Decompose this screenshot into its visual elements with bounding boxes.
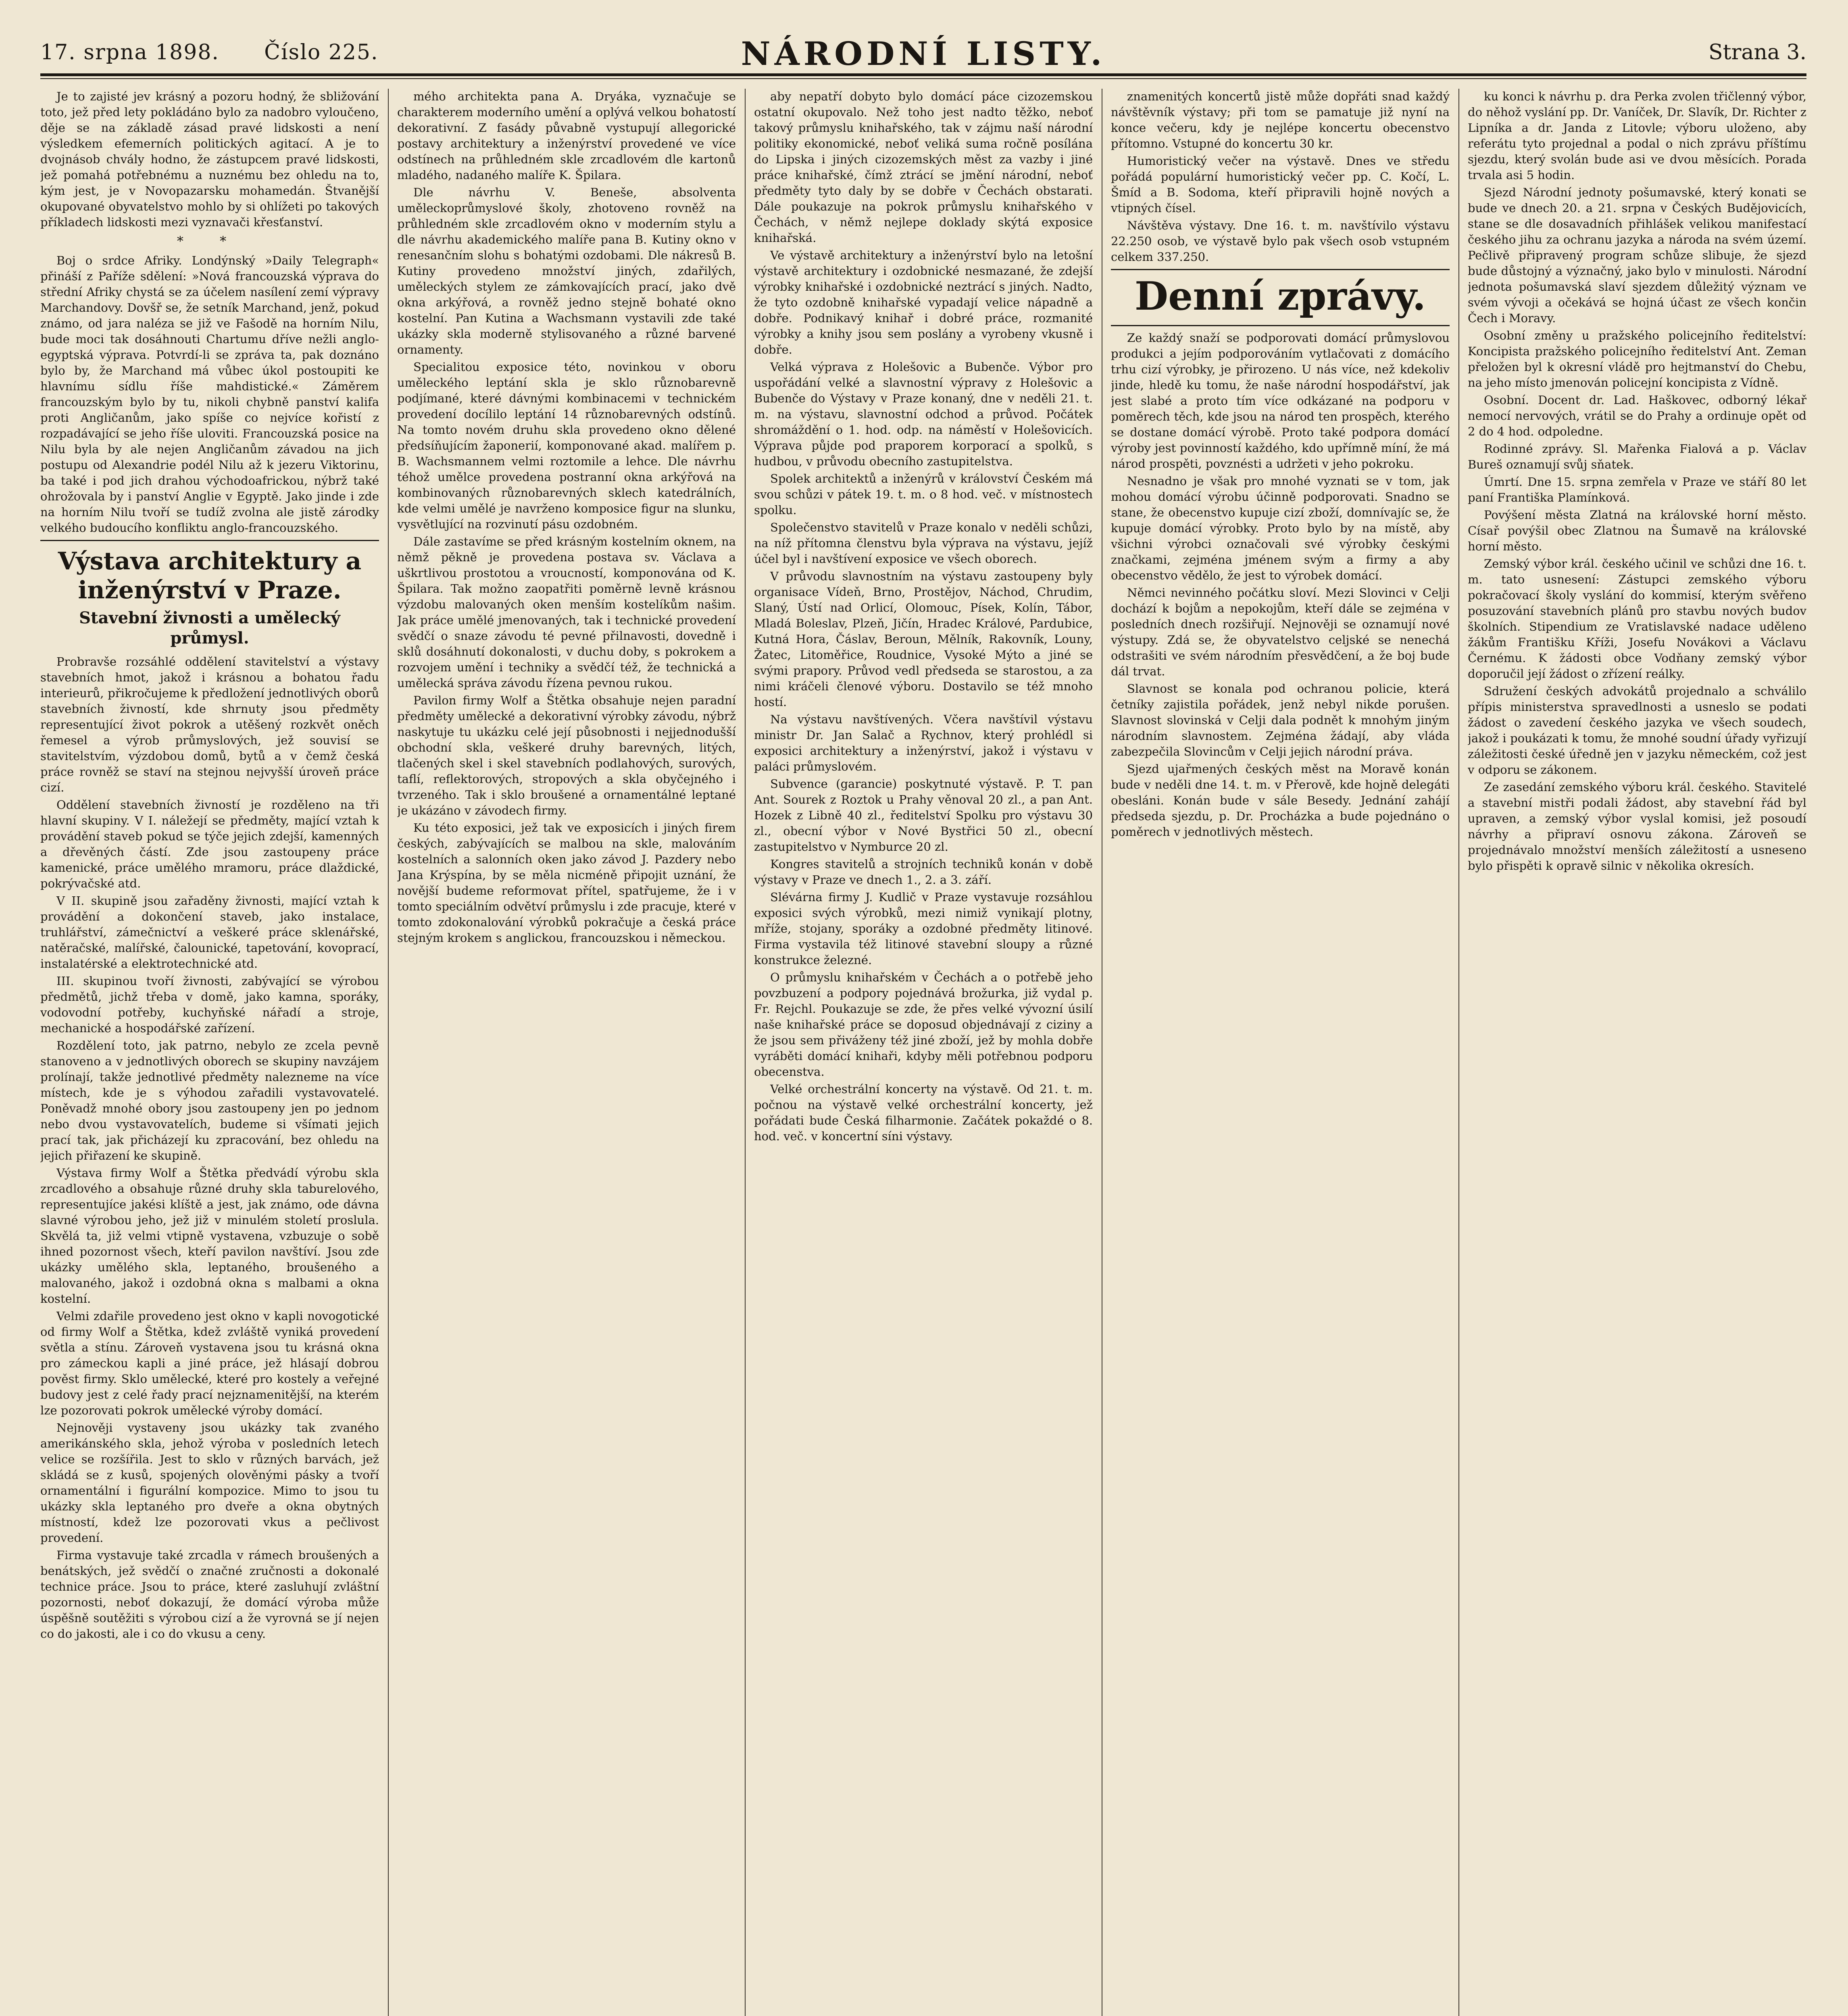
article-paragraph: Velmi zdařile provedeno jest okno v kapli novogotické od firmy Wolf a Štětka, kdež zvláště vyniká provedení světla a stínu. Zároveň vystavena jsou tu krásná okna pro zámeckou kapli a jiné práce, jež hlásají dobrou pověst firmy. Sklo umělecké, které pro kostely a veřejné budovy jest z celé řady prací nejznamenitější, na kterém lze pozorovati pokrok umělecké výroby domácí. — [40, 1309, 379, 1417]
news-item: Velká výprava z Holešovic a Bubenče. Výbor pro uspořádání velké a slavnostní výpravy z Holešovic a Bubenče do Výstavy v Praze konaný, dne v neděli 21. t. m. na výstavu, slavnostní odchod a průvod. Počátek shromáždění o 1. hod. odp. na náměstí v Holešovicích. Výprava půjde pod praporem korporací a spolků, s hudbou, v průvodu obecního zastupitelstva. — [754, 360, 1093, 468]
section-separator: * * — [177, 233, 243, 249]
news-item: Úmrtí. Dne 15. srpna zemřela v Praze ve stáří 80 let paní Františka Plamínková. — [1468, 475, 1806, 504]
article-paragraph: Ve výstavě architektury a inženýrství bylo na letošní výstavě architektury i ozdobnické nesmazané, že zdejší výrobky knihařské i ozdobnické neztrácí s jiných. Nadto, že tyto ozdobně knihařské vypadají velice nápadně a dobře. Podnikavý knihař i dobré práce, rozmanité výrobky a knihy jsou sem poslány a vyrobeny vkusně i dobře. — [754, 248, 1093, 356]
news-item: Ze zasedání zemského výboru král. českého. Stavitelé a stavební mistři podali žádost, aby stavební řád byl upraven, a zemský výbor vyslal komisi, jež posoudí návrhy a připraví osnovu zákona. Zároveň se projednávalo množství menších záležitostí a usneseno bylo přispěti k opravě silnic v několika okresích. — [1468, 780, 1806, 873]
article-paragraph: Dle návrhu V. Beneše, absolventa uměleckoprůmyslové školy, zhotoveno rovněž na průhledném skle zrcadlovém okno v moderním stylu a dle návrhu akademického malíře pana B. Kutiny okno v renesančním slohu s bohatými ozdobami. Dle nákresů B. Kutiny provedeno množství jiných, zdařilých, uměleckých stylem ze zámkovajících prací, jako dvě okna arkýřová, a rovněž jedno stejně bohaté okno kostelní. Pan Kutina a Wachsmann vystavili zde také ukázky skla moderně stylisovaného a různé barvené ornamenty. — [397, 185, 736, 356]
news-item: Kongres stavitelů a strojních techniků konán v době výstavy v Praze ve dnech 1., 2. a 3. září. — [754, 857, 1093, 887]
news-item: Nesnadno je však pro mnohé vyznati se v tom, jak mohou domácí výrobu účinně podporovati. Snadno se stane, že obecenstvo kupuje cizí zboží, domnívajíc se, že kupuje domácí výrobky. Proto bylo by na místě, aby všichni výrobci označovali své výrobky českými značkami, zejména jménem svým a firmy a aby obecenstvo vědělo, že jest to výrobek domácí. — [1111, 474, 1450, 582]
news-item: Subvence (garancie) poskytnuté výstavě. P. T. pan Ant. Sourek z Roztok u Prahy věnoval 20 zl., a pan Ant. Hozek z Libně 40 zl., ředitelství Spolku pro výstavu 30 zl., obecní výbor v Nové Bystřici 50 zl., obecní zastupitelstvo v Nymburce 20 zl. — [754, 777, 1093, 854]
issue-date: 17. srpna 1898. — [40, 40, 219, 65]
article-paragraph: V II. skupině jsou zařaděny živnosti, mající vztah k provádění a dokončení staveb, jako instalace, truhlářství, zámečnictví a veškeré práce sklenářské, natěračské, malířské, čalounické, tapetování, kovoprací, instalatérské a elektrotechnické atd. — [40, 894, 379, 971]
news-item: Slavnost se konala pod ochranou policie, která četníky zajistila pořádek, jenž nebyl nikde porušen. Slavnost slovinská v Celji dala podnět k mnohým jiným národním slavnostem. Zejména žádají, aby vláda zabezpečila Slovincům v Celji jejich národní práva. — [1111, 682, 1450, 758]
section-rule — [40, 540, 379, 541]
news-item: Zemský výbor král. českého učinil ve schůzi dne 16. t. m. tato usnesení: Zástupci zemského výboru pokračovací školy vyslání do kommisí, kterým svěřeno posuzování stavebních plánů pro stavbu nových budov školních. Stipendium ze Vratislavské nadace uděleno žákům Františku Kříži, Josefu Novákovi a Václavu Černému. K žádosti obce Vodňany zemský výbor doporučil její žádost o zřízení reálky. — [1468, 557, 1806, 681]
column-2 — [397, 89, 736, 2016]
article-paragraph: III. skupinou tvoří živnosti, zabývající se výrobou předmětů, jichž třeba v domě, jako kamna, sporáky, vodovodní potřeby, kuchyňské nářadí a stroje, mechanické a hospodářské zařízení. — [40, 974, 379, 1035]
article-subtitle: Stavební živnosti a umělecký průmysl. — [79, 608, 340, 648]
article-paragraph: Nejnověji vystaveny jsou ukázky tak zvaného amerikánského skla, jehož výroba v posledních letech velice se rozšířila. Jest to sklo v různých barvách, jež skládá se z kusů, spojených olověnými pásky a tvoří ornamentální i figurální kompozice. Mimo to jsou tu ukázky skla leptaného pro dveře a okna obytných místností, kdež lze pozorovati vkus a pečlivost provedení. — [40, 1421, 379, 1545]
news-item: znamenitých koncertů jistě může dopřáti snad každý návštěvník výstavy; při tom se pamatuje již nyní na konce večeru, kdy je nejlépe koncertu obecenstvo přítomno. Vstupné do koncertu 30 kr. — [1111, 90, 1450, 150]
column-divider — [745, 89, 746, 2016]
news-item: Ze každý snaží se podporovati domácí průmyslovou produkci a jejím podporováním vytlačovati z domácího trhu cizí výrobky, je přirozeno. U nás více, než kdekoliv jinde, hledě ku tomu, že naše národní hospodářství, jak jest slabé a proto tím více odkázané na podporu v poměrech těch, kde jsou na národ ten prospěch, kterého se dostane domácí výrobě. Proto také podpora domácí výroby jest povinností každého, kdo upřímně míní, že má národ prospěti, povznésti a udržeti v jeho pokroku. — [1111, 331, 1450, 471]
article-paragraph: mého architekta pana A. Dryáka, vyznačuje se charakterem moderního umění a oplývá velkou bohatostí dekorativní. Z fasády půvabně vystupují allegorické postavy architektury a inženýrství provedené ve více odstínech na průhledném skle zrcadlovém dle kartonů mladého, nadaného malíře K. Špilara. — [397, 90, 736, 182]
section-rule — [1111, 325, 1450, 326]
article-paragraph: Je to zajisté jev krásný a pozoru hodný, že sbližování toto, jež před lety pokládáno bylo za nadobro vyloučeno, děje se na základě zásad pravé lidskosti a není výsledkem efemerních politických agitací. A je to dvojnásob chvály hodno, že zástupcem pravé lidskosti, jež pomahá potřebnému a nuznému bez ohledu na to, kým jest, je v Novopazarsku mohamedán. Štvanější okupované obyvatelstvo mohlo by si ohlížeti po takových příkladech lidskosti mezi vyznavači křesťanství. — [40, 90, 379, 229]
page-header — [40, 32, 1806, 77]
masthead: NÁRODNÍ LISTY. — [741, 35, 1106, 73]
page-number: Strana 3. — [1708, 40, 1806, 65]
news-item: Sjezd ujařmených českých měst na Moravě konán bude v neděli dne 14. t. m. v Přerově, kde hojně delegáti obesláni. Konán bude v sále Besedy. Jednání zahájí předseda sjezdu, p. Dr. Procházka a bude pojednáno o poměrech v jednotlivých městech. — [1111, 762, 1450, 839]
column-3 — [754, 89, 1093, 2016]
news-item: Velké orchestrální koncerty na výstavě. Od 21. t. m. počnou na výstavě velké orchestrální koncerty, jež pořádati bude Česká filharmonie. Začátek pokaždé o 8. hod. več. v koncertní síni výstavy. — [754, 1082, 1093, 1143]
article-paragraph: Výstava firmy Wolf a Štětka předvádí výrobu skla zrcadlového a obsahuje různé druhy skla taburelového, representujíce jakési klíště a jest, jak známo, ode dávna slavné výrobou jeho, jež již v minulém století proslula. Skvělá ta, již velmi vtipně vystavena, vzbuzuje o sobě ihned pozornost všech, kteří pavilon navštíví. Jsou zde ukázky umělého skla, leptaného, broušeného a malovaného, jakož i ozdobná okna s malbami a okna kostelní. — [40, 1166, 379, 1306]
article-paragraph: Dále zastavíme se před krásným kostelním oknem, na němž pěkně je provedena postava sv. Václava a uškrtlivou prostotou a vroucností, komponována od K. Špilara. Tak možno zaopatřiti poměrně levně krásnou výzdobu malovaných oken menším kostelíkům našim. Jak práce umělé jmenovaných, tak i technické provedení svědčí o snaze závodu té pevné přilnavosti, dovedně i sklů dosáhnutí dokonalosti, v duchu doby, s pokrokem a rozvojem umění i techniky a svědčí též, že technická a umělecká správa závodu řízena pevnou rukou. — [397, 535, 736, 690]
article-paragraph: Ku této exposici, jež tak ve exposicích i jiných firem českých, zabývajících se malbou na skle, malováním kostelních a salonních oken jako závod J. Pazdery nebo Jana Krýspína, by se měla nicméně připojit uznání, že novější budeme reformovat přítel, spatřujeme, že i v tomto speciálním odvětví průmyslu i zde pracuje, které v tomto zdokonalování výrobků pokračuje a česká práce stejným krokem s anglickou, francouzskou i německou. — [397, 821, 736, 945]
column-divider — [388, 89, 389, 2016]
news-item: Na výstavu navštívených. Včera navštívil výstavu ministr Dr. Jan Salač a Rychnov, který prohlédl si exposici architektury a inženýrství, jakož i výstavu v paláci průmyslovém. — [754, 712, 1093, 773]
article-paragraph: Specialitou exposice této, novinkou v oboru uměleckého leptání skla je sklo různobarevně podjímané, které dávnými kombinacemi v technickém provedení docílilo leptání 14 různobarevných odstínů. Na tomto novém druhu skla provedeno okno dělené předsíňujícím žaponerií, komponované akad. malířem p. B. Wachsmannem velmi roztomile a lehce. Dle návrhu téhož umělce provedena postranní okna arkýřová na kombinovaných různobarevných sklech katedrálních, kde velmi umělé je navrženo komposice figur na slunku, vysvětlující na rozvinutí pásu ozdobném. — [397, 360, 736, 531]
article-paragraph: Probravše rozsáhlé oddělení stavitelství a výstavy stavebních hmot, jakož i krásnou a bohatou řadu interieurů, přikročujeme k předložení jednotlivých oborů stavebních živností, kde shrnuty jsou předměty representující život pokrok a utěšený rozkvět oněch řemesel a výrob průmyslových, jež souvisí se stavitelstvím, výzdobou domů, bytů a v čemž česká práce rovněž se staví na stejnou nejvyšší úroveň práce cizí. — [40, 655, 379, 794]
article-paragraph: Pavilon firmy Wolf a Štětka obsahuje nejen paradní předměty umělecké a dekorativní výrobky závodu, nýbrž naskytuje tu ukázku celé její působnosti i nejjednodušší obchodní skla, veškeré druhy barevných, litých, tlačených skel i skel stavebních podlahových, surových, taflí, reflektorových, stropových a skla obyčejného i tvrzeného. Tak i sklo broušené a ornamentálné leptané je ukázáno v závodech firmy. — [397, 694, 736, 817]
header-rule-thin — [40, 78, 1806, 79]
article-paragraph: Firma vystavuje také zrcadla v rámech broušených a benátských, jež svědčí o značné zručnosti a dokonalé technice práce. Jsou to práce, které zasluhují zvláštní pozornosti, neboť dokazují, že domácí výroba může úspěšně soutěžiti s výrobou cizí a že vyrovná se jí nejen co do jakosti, ale i co do vkusu a ceny. — [40, 1548, 379, 1641]
news-item: Němci nevinného počátku sloví. Mezi Slovinci v Celji dochází k bojům a nepokojům, kteří dále se zejména v posledních dnech rozšiřují. Nejnověji se oznamují nové výstupy. Zdá se, že obyvatelstvo celjské se nenechá odstrašiti ve svém národním přesvědčení, a že boj bude dál trvat. — [1111, 586, 1450, 678]
header-rule — [40, 73, 1806, 76]
news-item: Osobní změny u pražského policejního ředitelství: Koncipista pražského policejního ředitelství Ant. Zeman přeložen byl k okresní vládě pro hejtmanství do Chebu, na jeho místo jmenován policejní koncipista z Vídně. — [1468, 329, 1806, 389]
issue-number: Číslo 225. — [264, 40, 379, 65]
news-item: Sdružení českých advokátů projednalo a schválilo přípis ministerstva spravedlnosti a usneslo se podati žádost o zavedení českého jazyka ve všech soudech, jakož i poukázati k tomu, že mnohé soudní úřady vyřizují záležitosti české úředně jen v jazyku německém, což jest v odporu se zákonem. — [1468, 684, 1806, 777]
column-1 — [40, 89, 379, 2016]
section-rule — [1111, 269, 1450, 270]
column-4 — [1111, 89, 1450, 2016]
news-item: Rodinné zprávy. Sl. Mařenka Fialová a p. Václav Bureš oznamují svůj sňatek. — [1468, 442, 1806, 471]
news-item: Povýšení města Zlatná na královské horní město. Císař povýšil obec Zlatnou na Šumavě na královské horní město. — [1468, 508, 1806, 553]
news-item: Sjezd Národní jednoty pošumavské, který konati se bude ve dnech 20. a 21. srpna v Českých Budějovicích, stane se dle dosavadních přihlášek velikou manifestací českého jihu za ochranu jazyka a národa na svém území. Pečlivě připravený program schůze slibuje, že sjezd bude důstojný a význačný, jako bylo v minulosti. Národní jednota pošumavská slaví sjezdem důležitý význam ve svém vývoji a očekává se hojná účast ze všech končin Čech i Moravy. — [1468, 185, 1806, 325]
news-item: Humoristický večer na výstavě. Dnes ve středu pořádá populární humoristický večer pp. C. Kočí, L. Šmíd a B. Sodoma, kteří připravili hojně nových a vtipných čísel. — [1111, 154, 1450, 215]
article-paragraph: Oddělení stavebních živností je rozděleno na tři hlavní skupiny. V I. náležejí se předměty, mající vztah k provádění staveb pokud se týče jejich zdejší, kamenných a dřevěných částí. Zde jsou zastoupeny práce kamenické, práce umělého mramoru, práce dlaždické, pokrývačské atd. — [40, 798, 379, 890]
article-paragraph: aby nepatří dobyto bylo domácí páce cizozemskou ostatní okupovalo. Než toho jest nadto těžko, neboť takový průmyslu knihařského, tak v zájmu naší národní politiky ekonomické, neboť veliká suma ročně posílána do Lipska i jiných cizozemských měst za vazby i jiné práce knihařské, čímž ztrácí se jmění národní, neboť předměty tyto daly by se dobře v Čechách obstarati. Dále poukazuje na pokrok průmyslu knihařského v Čechách, v němž nejlepe doklady skýtá exposice knihařská. — [754, 90, 1093, 245]
news-item: Návštěva výstavy. Dne 16. t. m. navštívilo výstavu 22.250 osob, ve výstavě bylo pak všech osob vstupném celkem 337.250. — [1111, 219, 1450, 264]
section-title: Denní zprávy. — [1134, 273, 1426, 319]
article-title: Výstava architektury a inženýrství v Praze. — [58, 547, 362, 604]
column-5 — [1468, 89, 1806, 2016]
article-paragraph: Rozdělení toto, jak patrno, nebylo ze zcela pevně stanoveno a v jednotlivých oborech se skupiny navzájem prolínají, takže jednotlivé předměty nalezneme na více místech, kde je s výhodou zařadili vystavovatelé. Poněvadž mnohé obory jsou zastoupeny jen po jednom nebo dvou vystavovatelích, budeme si všímati jejich prací tak, jak přicházejí ku zpracování, bez ohledu na jejich přiřazení ke skupině. — [40, 1039, 379, 1162]
column-divider — [1458, 89, 1459, 2016]
news-item: Spolek architektů a inženýrů v království Českém má svou schůzi v pátek 19. t. m. o 8 hod. več. v místnostech spolku. — [754, 472, 1093, 517]
news-item: Osobní. Docent dr. Lad. Haškovec, odborný lékař nemocí nervových, vrátil se do Prahy a ordinuje opět od 2 do 4 hod. odpoledne. — [1468, 393, 1806, 438]
article-paragraph: Boj o srdce Afriky. Londýnský »Daily Telegraph« přináší z Paříže sdělení: »Nová francouzská výprava do střední Afriky chystá se za účelem nasílení zemí výpravy Marchandovy. Dovšř se, že setník Marchand, jenž, pokud známo, od jara naléza se již ve Fašodě na horním Nilu, bude moci tak dosáhnouti Chartumu dříve nežli anglo-egyptská výprava. Potvrdí-li se zpráva ta, pak doznáno bylo by, že Marchand má vůbec úkol postoupiti ke hlavnímu sídlu říše mahdistické.« Záměrem francouzským bylo by tu, nikoli chybně panství kalifa proti Angličanům, jako spíše co nejvíce kořistí z rozpadávající se jeho říše uloviti. Francouzská posice na Nilu byla by ale nejen Angličanům závadou na jich postupu od Alexandrie podél Nilu až k jezeru Viktorinu, ba také i pod jich drahou východoafrickou, nýbrž také ohrožovala by i panství Anglie v Egyptě. Jako jinde i zde na horním Nilu tvoří se tudíž zvolna ale jistě zárodky velkého budoucího konfliktu anglo-francouzského. — [40, 254, 379, 535]
news-item: V průvodu slavnostním na výstavu zastoupeny byly organisace Vídeň, Brno, Prostějov, Náchod, Chrudim, Slaný, Ústí nad Orlicí, Olomouc, Písek, Kolín, Tábor, Mladá Boleslav, Plzeň, Jičín, Hradec Králové, Pardubice, Kutná Hora, Čáslav, Beroun, Mělník, Rakovník, Louny, Žatec, Litoměřice, Roudnice, Vysoké Mýto a jiné se svými prapory. Průvod vedl předseda se starostou, a za nimi kráčeli členové výboru. Dostavilo se též mnoho hostí. — [754, 569, 1093, 709]
news-item: O průmyslu knihařském v Čechách a o potřebě jeho povzbuzení a podpory pojednává brožurka, již vydal p. Fr. Rejchl. Poukazuje se zde, že přes velké vývozní úsilí naše knihařské práce se doposud objednávají z ciziny a že jsou sem přiváženy též jiné zboží, jež by mohla dobře vyráběti domácí knihaři, kdyby měli potřebnou podporu obecenstva. — [754, 971, 1093, 1079]
news-item: ku konci k návrhu p. dra Perka zvolen třičlenný výbor, do něhož vyslání pp. Dr. Vaníček, Dr. Slavík, Dr. Richter z Lipníka a dr. Janda z Litovle; výboru uloženo, aby referátu tyto projednal a podal o nich zprávu příštímu sjezdu, který svolán bude asi ve dvou měsících. Porada trvala asi 5 hodin. — [1468, 90, 1806, 182]
news-item: Slévárna firmy J. Kudlič v Praze vystavuje rozsáhlou exposici svých výrobků, mezi nimiž vynikají plotny, mříže, stojany, sporáky a ozdobné předměty litinové. Firma vystavila též litinové stavební sloupy a různé konstrukce železné. — [754, 890, 1093, 967]
news-item: Společenstvo stavitelů v Praze konalo v neděli schůzi, na níž přítomna členstvu byla výprava na výstavu, jejíž účel byl i navštívení exposice ve všech oborech. — [754, 521, 1093, 566]
